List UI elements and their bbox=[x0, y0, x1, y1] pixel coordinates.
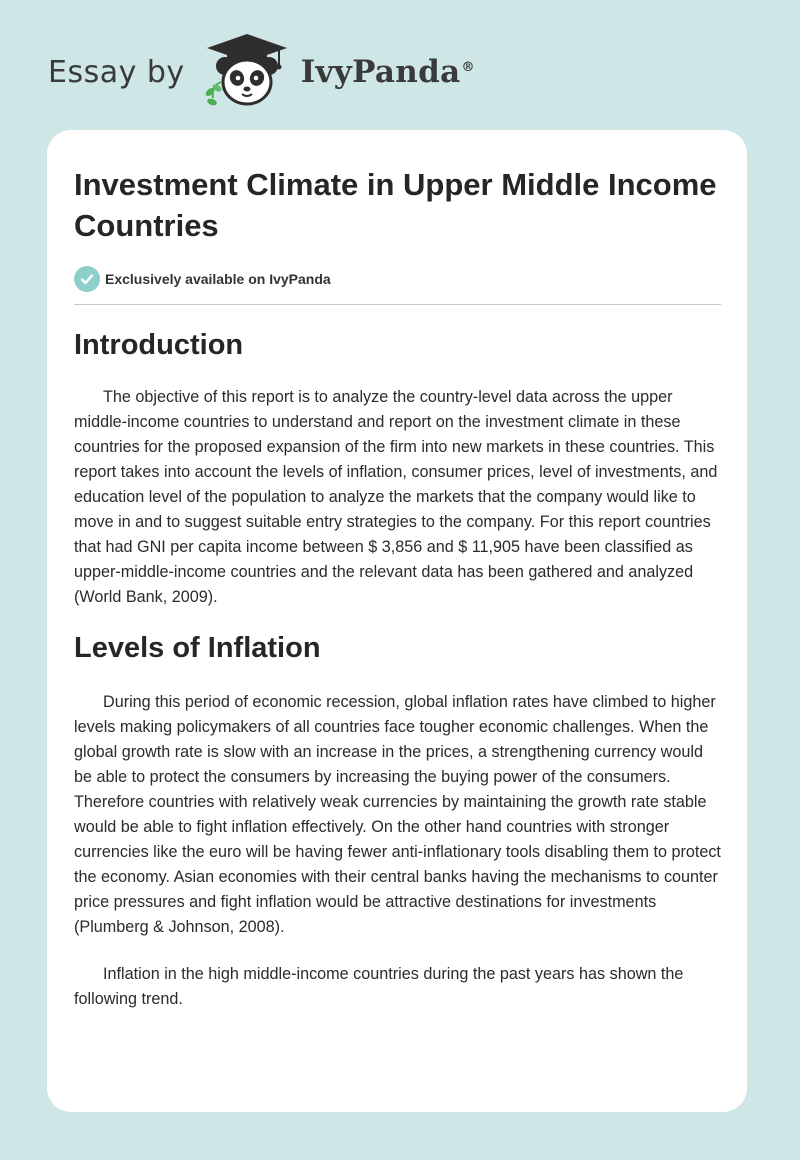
paragraph-inflation-1: During this period of economic recession, global inflation rates have climbed to higher levels making policymakers of all countries face tougher economic challenges. When the global growth rate is slow with an increase in the prices, a strengthening currency would be able to protect the consumers by increasing the buying power of the consumers. Therefore countries with relatively weak currencies by maintaining the growth rate stable would be able to fight inflation effectively. On the other hand countries with stronger currencies like the euro will be having fewer anti-inflationary tools disabling them to protect the economy. Asian economies with their central banks having the mechanisms to counter price pressures and fight inflation would be attractive destinations for investments (Plumberg & Johnson, 2008). bbox=[74, 693, 721, 936]
page-title: Investment Climate in Upper Middle Income Countries bbox=[74, 167, 717, 243]
paragraph-inflation-2: Inflation in the high middle-income countries during the past years has shown the following trend. bbox=[74, 965, 684, 1008]
title-divider bbox=[74, 304, 721, 305]
section-heading-levels-of-inflation: Levels of Inflation bbox=[74, 632, 321, 664]
site-header bbox=[48, 34, 475, 110]
exclusive-text: Exclusively available on IvyPanda bbox=[105, 271, 331, 287]
section-heading-introduction: Introduction bbox=[74, 329, 244, 361]
check-circle-icon bbox=[74, 266, 100, 292]
exclusive-badge bbox=[74, 266, 721, 292]
essay-card bbox=[47, 130, 747, 1112]
registered-mark: ® bbox=[461, 59, 475, 75]
brand-name[interactable]: IvyPanda® bbox=[300, 54, 475, 90]
paragraph-introduction: The objective of this report is to analyze the country-level data across the upper middle-income countries to understand and report on the investment climate in these countries for the proposed expansion of the firm into new markets in these countries. This report takes into account the levels of inflation, consumer prices, level of investments, and education level of the population to analyze the markets that the company would like to move in and to suggest suitable entry strategies to the company. For this report countries that had GNI per capita income between $ 3,856 and $ 11,905 have been classified as upper-middle-income countries and the relevant data has been gathered and analyzed (World Bank, 2009). bbox=[74, 388, 718, 606]
panda-graduate-icon[interactable] bbox=[201, 32, 301, 113]
brand-prefix: Essay by bbox=[48, 54, 185, 90]
